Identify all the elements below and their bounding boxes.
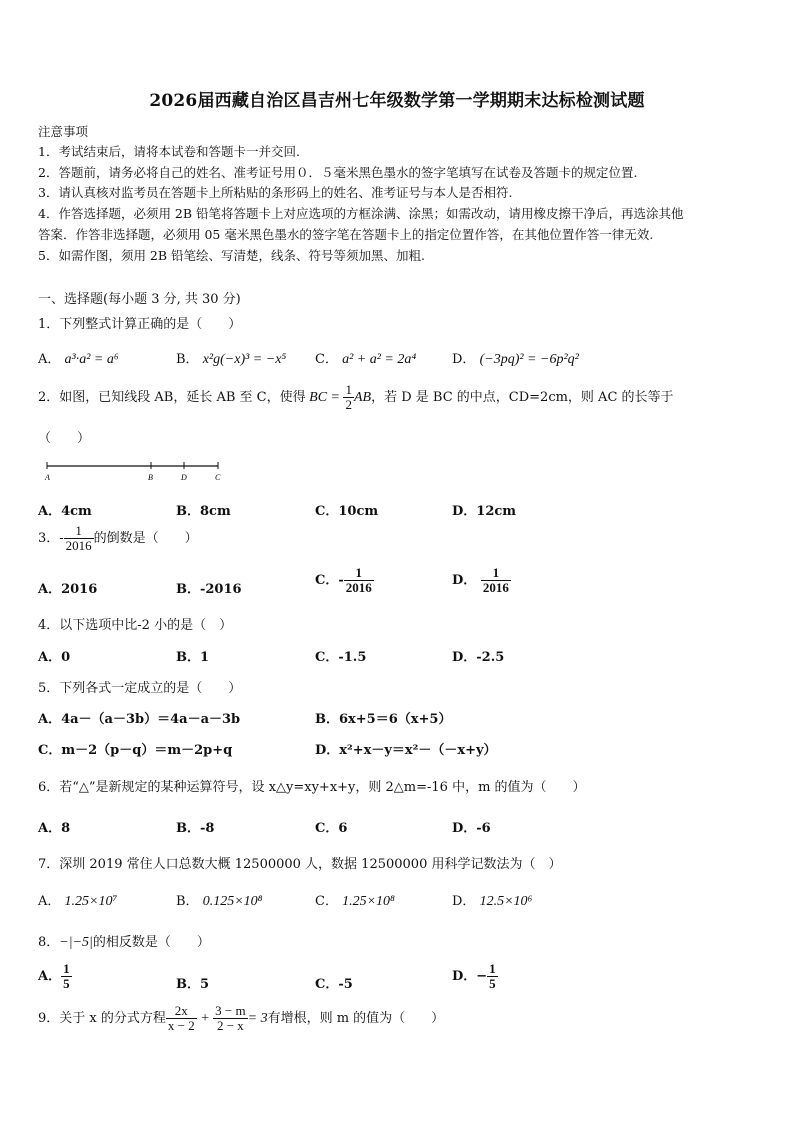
question-7-stem: 7．深圳 2019 常住人口总数大概 12500000 人，数据 12500000 用科学记数法为（ ） — [38, 857, 562, 872]
q7-option-c: C． 1.25×10⁸ — [315, 894, 395, 909]
label-d: D — [181, 473, 187, 482]
q8-option-b: B．5 — [176, 977, 210, 992]
q4-option-d: D．-2.5 — [452, 650, 505, 665]
q4-option-c: C．-1.5 — [315, 650, 367, 665]
q1-option-d: D． (−3pq)² = −6p²q² — [452, 352, 579, 367]
q1-option-a-math: a³·a² = a⁶ — [64, 352, 119, 367]
q1-option-b-math: x²g(−x)³ = −x⁵ — [202, 352, 287, 367]
q5-option-a: A．4a－（a－3b）＝4a－a－3b — [38, 712, 241, 727]
q3-option-a: A．2016 — [38, 582, 98, 597]
section-heading: 一、选择题(每小题 3 分, 共 30 分) — [38, 292, 241, 307]
notice-heading: 注意事项 — [38, 124, 89, 139]
q3-fraction: $\frac{1}{2016}$ — [65, 523, 92, 553]
question-9-stem: 9．关于 x 的分式方程 $\frac{2x}{x - 2}$ + $\frac{3 - m}{2 - x}$ = 3有增根，则 m 的值为（ ） — [38, 1003, 445, 1033]
notice-item: 5．如需作图，须用 2B 铅笔绘、写清楚，线条、符号等须加黑、加粗. — [38, 248, 426, 263]
q7-option-d: D． 12.5×10⁶ — [452, 894, 533, 909]
q2-option-b: B．8cm — [176, 504, 231, 519]
q3-option-c: C．- $\frac{1}{2016}$ — [315, 565, 372, 595]
label-a: A — [45, 473, 50, 482]
q4-option-b: B．1 — [176, 650, 210, 665]
page-title: 2026届西藏自治区昌吉州七年级数学第一学期期末达标检测试题 — [149, 91, 645, 111]
question-2-stem: 2．如图，已知线段 AB，延长 AB 至 C，使得 BC = $\frac{1}{2}$ AB，若 D 是 BC 的中点，CD=2cm，则 AC 的长等于 — [38, 382, 674, 412]
q9-fraction-1: $\frac{2x}{x - 2}$ — [167, 1003, 195, 1033]
label-c: C — [215, 473, 221, 482]
q2-line-segment-figure — [40, 458, 230, 482]
q1-option-a: A． a³·a² = a⁶ — [38, 352, 119, 367]
q3-option-d: D． $\frac{1}{2016}$ — [452, 565, 509, 595]
q3-option-b: B．-2016 — [176, 582, 242, 597]
q6-option-b: B．-8 — [176, 821, 215, 836]
q6-option-d: D．-6 — [452, 821, 491, 836]
notice-item: 3．请认真核对监考员在答题卡上所粘贴的条形码上的姓名、准考证号与本人是否相符. — [38, 185, 513, 200]
q5-option-d: D．x²+x－y＝x²－（－x+y） — [315, 743, 497, 758]
q1-option-c-math: a² + a² = 2a⁴ — [342, 352, 417, 367]
q2-fraction: $\frac{1}{2}$ — [345, 382, 352, 412]
q1-option-c: C． a² + a² = 2a⁴ — [315, 352, 417, 367]
q1-option-b: B． x²g(−x)³ = −x⁵ — [176, 352, 287, 367]
q8-option-a: A． $\frac{1}{5}$ — [38, 961, 70, 991]
q1-option-d-math: (−3pq)² = −6p²q² — [479, 352, 579, 367]
question-4-stem: 4．以下选项中比-2 小的是（ ） — [38, 618, 233, 633]
q5-option-c: C．m－2（p－q）＝m－2p+q — [38, 743, 233, 758]
question-3-stem: 3．- $\frac{1}{2016}$ 的倒数是（ ） — [38, 523, 198, 553]
q6-option-a: A．8 — [38, 821, 71, 836]
q8-stem-math: −|−5| — [59, 935, 93, 950]
q7-option-a: A． 1.25×10⁷ — [38, 894, 118, 909]
q9-fraction-2: $\frac{3 - m}{2 - x}$ — [215, 1003, 246, 1033]
question-8-stem: 8．−|−5|的相反数是（ ） — [38, 935, 210, 950]
q6-option-c: C．6 — [315, 821, 348, 836]
notice-item: 1．考试结束后，请将本试卷和答题卡一并交回. — [38, 144, 300, 159]
q2-option-a: A．4cm — [38, 504, 92, 519]
q4-option-a: A．0 — [38, 650, 71, 665]
q8-option-c: C．-5 — [315, 977, 353, 992]
question-1-stem: 1．下列整式计算正确的是（ ） — [38, 317, 242, 332]
q7-option-b: B． 0.125×10⁸ — [176, 894, 263, 909]
notice-item: 2．答题前，请务必将自己的姓名、准考证号用０．５毫米黑色墨水的签字笔填写在试卷及答题卡的规定位置. — [38, 165, 638, 180]
label-b: B — [148, 473, 153, 482]
question-5-stem: 5．下列各式一定成立的是（ ） — [38, 681, 242, 696]
q8-option-d: D．− $\frac{1}{5}$ — [452, 961, 496, 991]
q5-option-b: B．6x+5＝6（x+5） — [315, 712, 452, 727]
q2-option-d: D．12cm — [452, 504, 517, 519]
question-6-stem: 6．若“△”是新规定的某种运算符号，设 x△y=xy+x+y，则 2△m=-16 中，m 的值为（ ） — [38, 780, 586, 795]
q2-paren: （ ） — [38, 431, 91, 446]
notice-item: 4．作答选择题，必须用 2B 铅笔将答题卡上对应选项的方框涂满、涂黑；如需改动，请用橡皮擦干净后，再选涂其他 — [38, 206, 684, 221]
notice-item: 答案．作答非选择题，必须用 05 毫米黑色墨水的签字笔在答题卡上的指定位置作答，在其他位置作答一律无效. — [38, 227, 654, 242]
q2-option-c: C．10cm — [315, 504, 379, 519]
